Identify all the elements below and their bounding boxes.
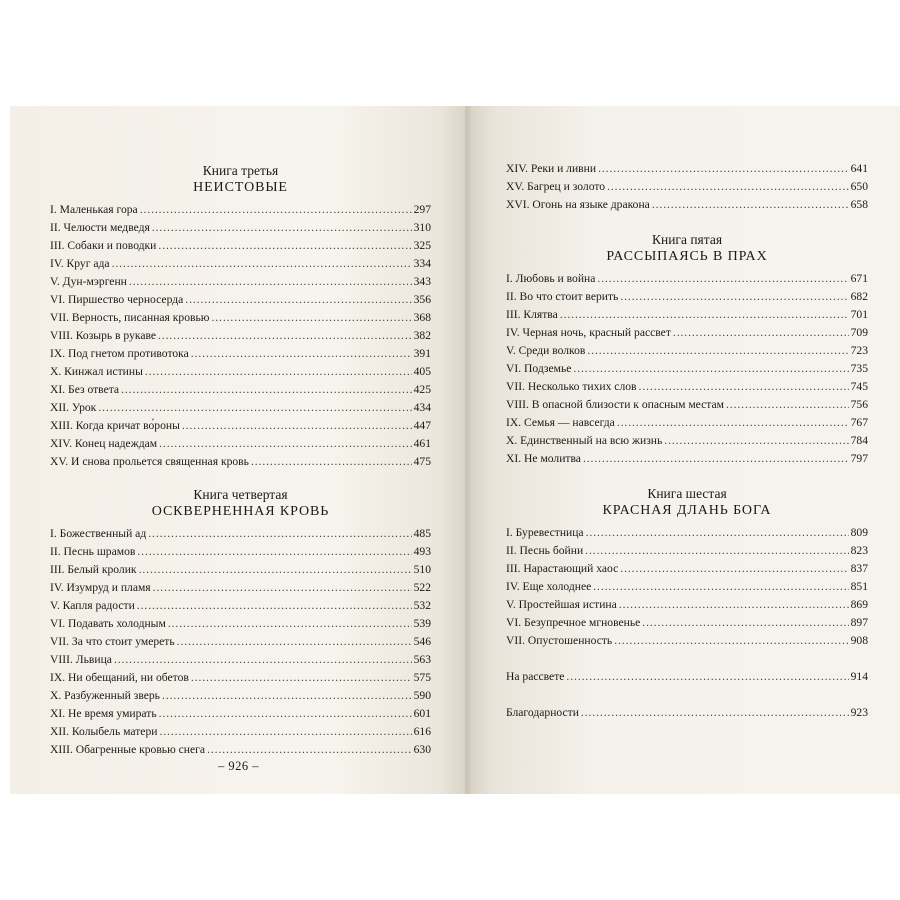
book3-section	[50, 163, 431, 471]
chapter-title: X. Кинжал истины	[50, 365, 143, 378]
chapter-title: III. Белый кролик	[50, 563, 137, 576]
book-title: ОСКВЕРНЕННАЯ КРОВЬ	[151, 504, 330, 519]
toc-entry	[506, 668, 868, 686]
book-label: Книга пятая	[651, 232, 723, 247]
toc-list	[50, 525, 431, 759]
dot-leader	[140, 201, 412, 219]
chapter-page-number: 723	[850, 344, 868, 357]
toc-entry	[50, 723, 431, 741]
toc-entry	[50, 237, 431, 255]
chapter-page-number: 616	[413, 725, 431, 738]
toc-entry	[50, 381, 431, 399]
toc-entry	[506, 360, 868, 378]
toc-entry	[50, 219, 431, 237]
dot-leader	[191, 669, 412, 687]
chapter-title: IV. Еще холоднее	[506, 580, 592, 593]
chapter-page-number: 601	[413, 707, 431, 720]
chapter-page-number: 532	[413, 599, 431, 612]
book-spread	[10, 106, 900, 794]
dot-leader	[177, 633, 412, 651]
chapter-title: XIV. Реки и ливни	[506, 162, 597, 175]
chapter-title: II. Песнь шрамов	[50, 545, 136, 558]
book4-continued-section	[506, 160, 868, 214]
chapter-title: XIII. Когда кричат во́роны	[50, 419, 180, 432]
chapter-title: I. Божественный ад	[50, 527, 147, 540]
dot-leader	[191, 345, 412, 363]
toc-entry	[50, 345, 431, 363]
book-label: Книга третья	[202, 163, 279, 178]
chapter-page-number: 701	[850, 308, 868, 321]
chapter-page-number: 382	[413, 329, 431, 342]
toc-entry	[50, 561, 431, 579]
dot-leader	[642, 614, 848, 632]
toc-entry	[50, 327, 431, 345]
chapter-page-number: 343	[413, 275, 431, 288]
chapter-title: XVI. Огонь на языке дракона	[506, 198, 650, 211]
chapter-title: VI. Подземье	[506, 362, 572, 375]
dot-leader	[159, 723, 411, 741]
chapter-page-number: 356	[413, 293, 431, 306]
chapter-page-number: 908	[850, 634, 868, 647]
toc-entry	[506, 342, 868, 360]
dot-leader	[159, 705, 412, 723]
toc-entry	[50, 741, 431, 759]
chapter-title: XII. Урок	[50, 401, 97, 414]
toc-entry	[506, 306, 868, 324]
chapter-page-number: 522	[413, 581, 431, 594]
chapter-title: VII. Опустошенность	[506, 634, 613, 647]
chapter-title: XV. Багрец и золото	[506, 180, 606, 193]
dot-leader	[581, 704, 849, 722]
toc-entry	[50, 525, 431, 543]
chapter-title: V. Простейшая истина	[506, 598, 617, 611]
chapter-title: IX. Под гнетом противотока	[50, 347, 189, 360]
dot-leader	[129, 273, 412, 291]
right-page	[467, 106, 900, 794]
chapter-title: I. Любовь и война	[506, 272, 596, 285]
chapter-title: VII. Верность, писанная кровью	[50, 311, 210, 324]
dot-leader	[597, 270, 848, 288]
toc-entry	[50, 669, 431, 687]
chapter-page-number: 709	[850, 326, 868, 339]
chapter-page-number: 735	[850, 362, 868, 375]
dot-leader	[114, 651, 412, 669]
book-title: НЕИСТОВЫЕ	[193, 180, 288, 195]
chapter-title: II. Челюсти медведя	[50, 221, 150, 234]
book5-section	[506, 232, 868, 468]
chapter-title: X. Разбуженный зверь	[50, 689, 160, 702]
dot-leader	[145, 363, 412, 381]
chapter-title: IX. Ни обещаний, ни обетов	[50, 671, 189, 684]
toc-entry	[506, 560, 868, 578]
chapter-page-number: 630	[413, 743, 431, 756]
toc-entry	[506, 704, 868, 722]
chapter-page-number: 334	[413, 257, 431, 270]
chapter-title: III. Собаки и поводки	[50, 239, 157, 252]
dot-leader	[159, 435, 412, 453]
chapter-page-number: 851	[850, 580, 868, 593]
chapter-title: IV. Черная ночь, красный рассвет	[506, 326, 671, 339]
chapter-title: VII. Несколько тихих слов	[506, 380, 637, 393]
chapter-page-number: 405	[413, 365, 431, 378]
dot-leader	[593, 578, 848, 596]
chapter-page-number: 391	[413, 347, 431, 360]
toc-entry	[50, 597, 431, 615]
toc-entry	[50, 435, 431, 453]
dot-leader	[185, 291, 411, 309]
chapter-page-number: 650	[850, 180, 868, 193]
dot-leader	[587, 342, 848, 360]
chapter-title: VIII. Львица	[50, 653, 112, 666]
acknowledgements-section	[506, 704, 868, 722]
chapter-page-number: 923	[850, 706, 868, 719]
toc-entry	[506, 450, 868, 468]
chapter-page-number: 784	[850, 434, 868, 447]
dot-leader	[137, 543, 411, 561]
toc-entry	[506, 178, 868, 196]
chapter-title: III. Клятва	[506, 308, 558, 321]
toc-entry	[506, 632, 868, 650]
dot-leader	[583, 450, 849, 468]
dot-leader	[152, 219, 412, 237]
toc-entry	[50, 291, 431, 309]
dot-leader	[121, 381, 412, 399]
gutter-shadow	[465, 106, 471, 794]
dot-leader	[586, 524, 849, 542]
toc-entry	[50, 651, 431, 669]
chapter-page-number: 539	[413, 617, 431, 630]
toc-entry	[50, 615, 431, 633]
dot-leader	[726, 396, 849, 414]
dot-leader	[207, 741, 412, 759]
chapter-title: XV. И снова прольется священная кровь	[50, 455, 249, 468]
dot-leader	[619, 596, 849, 614]
toc-entry	[50, 399, 431, 417]
dot-leader	[585, 542, 848, 560]
dot-leader	[664, 432, 848, 450]
book6-section	[506, 486, 868, 650]
chapter-title: I. Маленькая гора	[50, 203, 138, 216]
chapter-page-number: 641	[850, 162, 868, 175]
chapter-title: XI. Не время умирать	[50, 707, 157, 720]
toc-entry	[506, 414, 868, 432]
toc-entry	[506, 270, 868, 288]
toc-list	[506, 668, 868, 686]
book-title: РАССЫПАЯСЬ В ПРАХ	[606, 249, 768, 264]
book-title: КРАСНАЯ ДЛАНЬ БОГА	[602, 503, 772, 518]
chapter-title: IV. Круг ада	[50, 257, 110, 270]
dot-leader	[673, 324, 849, 342]
toc-entry	[50, 363, 431, 381]
toc-entry	[50, 705, 431, 723]
dot-leader	[162, 687, 412, 705]
epilogue-section	[506, 668, 868, 686]
chapter-title: I. Буревестница	[506, 526, 584, 539]
chapter-page-number: 745	[850, 380, 868, 393]
chapter-page-number: 310	[413, 221, 431, 234]
toc-entry	[506, 578, 868, 596]
toc-list	[506, 524, 868, 650]
chapter-page-number: 797	[850, 452, 868, 465]
chapter-title: II. Песнь бойни	[506, 544, 584, 557]
chapter-page-number: 546	[413, 635, 431, 648]
chapter-page-number: 493	[413, 545, 431, 558]
chapter-page-number: 590	[413, 689, 431, 702]
page-number: – 926 –	[218, 759, 259, 773]
chapter-title: XI. Без ответа	[50, 383, 120, 396]
dot-leader	[148, 525, 411, 543]
chapter-page-number: 671	[850, 272, 868, 285]
toc-list	[506, 270, 868, 468]
toc-entry	[506, 288, 868, 306]
dot-leader	[652, 196, 849, 214]
chapter-page-number: 325	[413, 239, 431, 252]
chapter-page-number: 809	[850, 526, 868, 539]
dot-leader	[168, 615, 412, 633]
dot-leader	[211, 309, 411, 327]
chapter-page-number: 869	[850, 598, 868, 611]
chapter-title: VIII. В опасной близости к опасным местам	[506, 398, 724, 411]
toc-entry	[50, 273, 431, 291]
toc-entry	[506, 378, 868, 396]
chapter-title: V. Среди волков	[506, 344, 586, 357]
dot-leader	[598, 160, 849, 178]
chapter-title: V. Дун-мэргенн	[50, 275, 127, 288]
toc-entry	[506, 396, 868, 414]
left-page	[10, 106, 467, 794]
dot-leader	[617, 414, 849, 432]
dot-leader	[639, 378, 849, 396]
chapter-page-number: 297	[413, 203, 431, 216]
chapter-title: III. Нарастающий хаос	[506, 562, 619, 575]
chapter-title: VIII. Козырь в рукаве	[50, 329, 157, 342]
chapter-page-number: 510	[413, 563, 431, 576]
chapter-title: II. Во что стоит верить	[506, 290, 619, 303]
dot-leader	[560, 306, 849, 324]
toc-entry	[50, 201, 431, 219]
toc-entry	[506, 596, 868, 614]
chapter-page-number: 575	[413, 671, 431, 684]
toc-list	[506, 160, 868, 214]
toc-list	[50, 201, 431, 471]
chapter-title: VI. Безупречное мгновенье	[506, 616, 641, 629]
toc-entry	[506, 614, 868, 632]
chapter-page-number: 658	[850, 198, 868, 211]
toc-list	[506, 704, 868, 722]
dot-leader	[112, 255, 412, 273]
dot-leader	[137, 597, 412, 615]
chapter-title: На рассвете	[506, 670, 565, 683]
dot-leader	[139, 561, 412, 579]
dot-leader	[620, 288, 848, 306]
dot-leader	[153, 579, 412, 597]
chapter-title: VI. Подавать холодным	[50, 617, 166, 630]
toc-entry	[50, 633, 431, 651]
toc-entry	[506, 432, 868, 450]
toc-entry	[50, 543, 431, 561]
chapter-page-number: 434	[413, 401, 431, 414]
toc-entry	[50, 579, 431, 597]
chapter-title: XIII. Обагренные кровью снега	[50, 743, 206, 756]
dot-leader	[620, 560, 848, 578]
chapter-title: Благодарности	[506, 706, 579, 719]
dot-leader	[182, 417, 412, 435]
book4-section	[50, 487, 431, 759]
toc-entry	[506, 524, 868, 542]
dot-leader	[573, 360, 848, 378]
chapter-page-number: 756	[850, 398, 868, 411]
toc-entry	[50, 255, 431, 273]
chapter-title: XIV. Конец надеждам	[50, 437, 158, 450]
chapter-page-number: 447	[413, 419, 431, 432]
chapter-title: IV. Изумруд и пламя	[50, 581, 151, 594]
dot-leader	[158, 327, 412, 345]
dot-leader	[158, 237, 411, 255]
chapter-page-number: 897	[850, 616, 868, 629]
chapter-page-number: 823	[850, 544, 868, 557]
chapter-page-number: 767	[850, 416, 868, 429]
chapter-title: IX. Семья — навсегда	[506, 416, 615, 429]
chapter-page-number: 368	[413, 311, 431, 324]
chapter-page-number: 682	[850, 290, 868, 303]
dot-leader	[607, 178, 849, 196]
chapter-page-number: 914	[850, 670, 868, 683]
book-label: Книга шестая	[647, 486, 727, 501]
dot-leader	[614, 632, 848, 650]
chapter-page-number: 461	[413, 437, 431, 450]
dot-leader	[251, 453, 412, 471]
toc-entry	[506, 542, 868, 560]
chapter-page-number: 475	[413, 455, 431, 468]
chapter-page-number: 485	[413, 527, 431, 540]
toc-entry	[50, 309, 431, 327]
chapter-title: VI. Пиршество черносерда	[50, 293, 184, 306]
chapter-title: XI. Не молитва	[506, 452, 581, 465]
toc-entry	[506, 160, 868, 178]
toc-entry	[506, 324, 868, 342]
dot-leader	[566, 668, 848, 686]
chapter-page-number: 563	[413, 653, 431, 666]
chapter-title: VII. За что стоит умереть	[50, 635, 175, 648]
toc-entry	[50, 687, 431, 705]
chapter-page-number: 425	[413, 383, 431, 396]
book-label: Книга четвертая	[193, 487, 288, 502]
toc-entry	[50, 417, 431, 435]
toc-entry	[506, 196, 868, 214]
chapter-title: XII. Колыбель матери	[50, 725, 158, 738]
chapter-title: X. Единственный на всю жизнь	[506, 434, 663, 447]
chapter-title: V. Капля радости	[50, 599, 135, 612]
chapter-page-number: 837	[850, 562, 868, 575]
toc-entry	[50, 453, 431, 471]
dot-leader	[98, 399, 411, 417]
